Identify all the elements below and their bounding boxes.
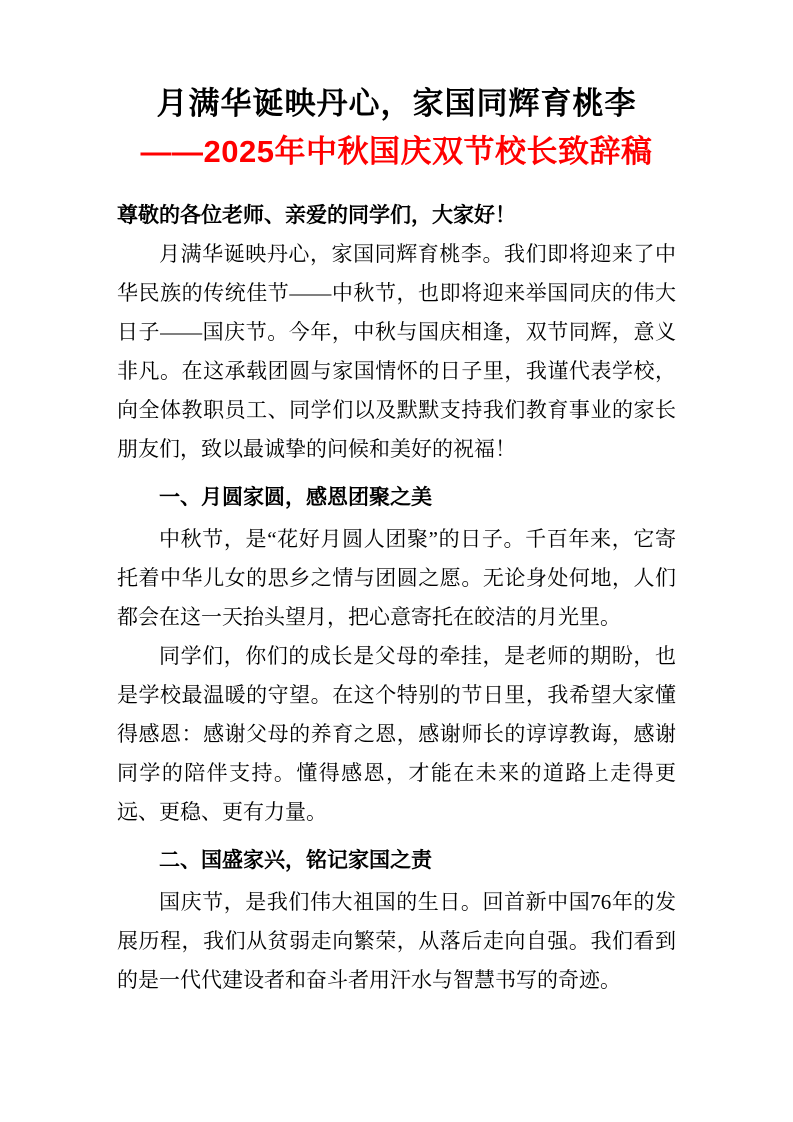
section-heading: 二、国盛家兴，铭记家国之责 (159, 849, 432, 872)
document-title: 月满华诞映丹心，家国同辉育桃李 (156, 86, 637, 121)
document-body (117, 235, 676, 1000)
body-paragraph: 月满华诞映丹心，家国同辉育桃李。我们即将迎来了中华民族的传统佳节——中秋节，也即将迎来举国同庆的伟大日子——国庆节。今年，中秋与国庆相逢，双节同辉，意义非凡。在这承载团圆与家国情怀的日子里，我谨代表学校，向全体教职员工、同学们以及默默支持我们教育事业的家长朋友们，致以最诚挚的问候和美好的祝福！ (117, 242, 676, 461)
body-paragraph: 国庆节，是我们伟大祖国的生日。回首新中国76年的发展历程，我们从贫弱走向繁荣，从落后走向自强。我们看到的是一代代建设者和奋斗者用汗水与智慧书写的奇迹。 (117, 890, 676, 992)
document-subtitle: ——2025年中秋国庆双节校长致辞稿 (140, 134, 653, 169)
salutation-line: 尊敬的各位老师、亲爱的同学们，大家好！ (117, 204, 516, 227)
body-paragraph: 同学们，你们的成长是父母的牵挂，是老师的期盼，也是学校最温暖的守望。在这个特别的节日里，我希望大家懂得感恩：感谢父母的养育之恩，感谢师长的谆谆教诲，感谢同学的陪伴支持。懂得感恩，才能在未来的道路上走得更远、更稳、更有力量。 (117, 644, 676, 824)
section-heading: 一、月圆家圆，感恩团聚之美 (159, 486, 432, 509)
body-paragraph: 中秋节，是“花好月圆人团聚”的日子。千百年来，它寄托着中华儿女的思乡之情与团圆之愿。无论身处何地，人们都会在这一天抬头望月，把心意寄托在皎洁的月光里。 (117, 527, 676, 629)
